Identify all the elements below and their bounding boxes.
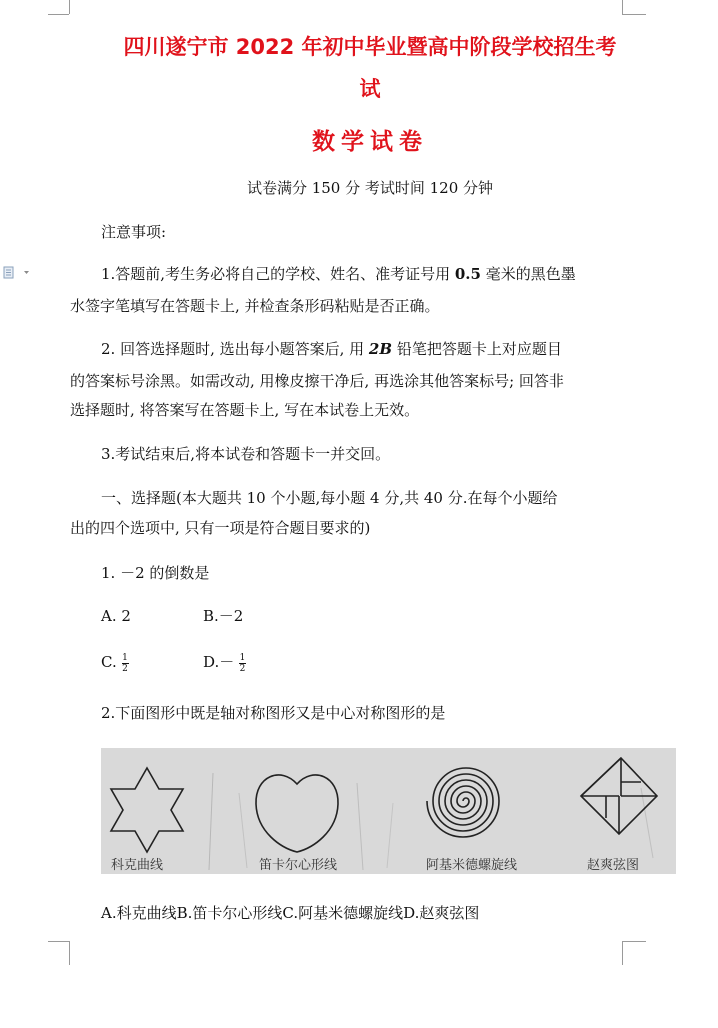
fraction-denominator: 2 [122, 663, 128, 674]
crop-mark-bottom-left [69, 941, 70, 965]
q1-stem: 1. －2 的倒数是 [101, 564, 210, 582]
paragraph-options-icon[interactable] [3, 265, 33, 279]
q1-option-a: A. 2 [101, 607, 131, 625]
note-2-line3: 选择题时, 将答案写在答题卡上, 写在本试卷上无效。 [70, 401, 420, 419]
crop-mark-bottom-right [622, 941, 646, 942]
exam-title-line1: 四川遂宁市 2022 年初中毕业暨高中阶段学校招生考 [123, 35, 617, 59]
note-1-line1 [101, 264, 576, 284]
section1-line2: 出的四个选项中, 只有一项是符合题目要求的) [70, 519, 371, 537]
note-1-text: 1.答题前,考生务必将自己的学校、姓名、准考证号用 [101, 265, 455, 283]
koch-curve-shape [111, 768, 183, 852]
q2-figure-photo [101, 748, 676, 874]
q1-option-c [101, 652, 129, 674]
q1-option-c-fraction [122, 653, 129, 674]
q1-option-d-prefix: D.－ [203, 653, 235, 671]
crop-mark-bottom-left [48, 941, 69, 942]
note-2-value: 2B [368, 340, 393, 358]
q1-option-c-prefix: C. [101, 653, 117, 671]
fraction-numerator: 1 [122, 652, 128, 663]
figure-label-spiral: 阿基米德螺旋线 [426, 858, 518, 873]
q1-option-d-fraction [239, 653, 246, 674]
notes-heading: 注意事项: [101, 223, 167, 241]
figure-label-cardioid: 笛卡尔心形线 [259, 858, 338, 873]
exam-title-line2: 试 [359, 77, 381, 101]
q2-stem: 2.下面图形中既是轴对称图形又是中心对称图形的是 [101, 704, 446, 722]
cardioid-shape [256, 775, 338, 852]
q2-options: A.科克曲线B.笛卡尔心形线C.阿基米德螺旋线D.赵爽弦图 [101, 904, 480, 922]
zhao-shuang-diagram-shape [581, 758, 657, 834]
note-3: 3.考试结束后,将本试卷和答题卡一并交回。 [101, 445, 391, 463]
q1-option-b: B.－2 [203, 607, 244, 625]
note-1-value: 0.5 [454, 265, 481, 283]
q1-option-d [203, 652, 246, 674]
subject-title: 数学试卷 [312, 129, 428, 155]
crop-mark-top-left [69, 0, 70, 14]
crop-mark-bottom-right [622, 941, 623, 965]
figure-label-zhaoshuang: 赵爽弦图 [587, 858, 640, 873]
note-2-line2: 的答案标号涂黑。如需改动, 用橡皮擦干净后, 再选涂其他答案标号; 回答非 [70, 372, 564, 390]
note-1-text-tail: 毫米的黑色墨 [480, 265, 576, 283]
fraction-numerator: 1 [239, 652, 246, 663]
note-2-text-tail: 铅笔把答题卡上对应题目 [392, 340, 562, 358]
crop-mark-top-right [622, 0, 623, 14]
note-2-line1 [101, 339, 562, 359]
crop-mark-top-left [48, 14, 69, 15]
fraction-denominator: 2 [239, 663, 246, 674]
archimedean-spiral-shape [427, 768, 499, 837]
crop-mark-top-right [622, 14, 646, 15]
note-2-text: 2. 回答选择题时, 选出每小题答案后, 用 [101, 340, 369, 358]
section1-line1: 一、选择题(本大题共 10 个小题,每小题 4 分,共 40 分.在每个小题给 [101, 489, 558, 507]
figure-label-koch: 科克曲线 [111, 858, 164, 873]
note-1-line2: 水签字笔填写在答题卡上, 并检查条形码粘贴是否正确。 [70, 297, 440, 315]
exam-info: 试卷满分 150 分 考试时间 120 分钟 [246, 179, 494, 197]
